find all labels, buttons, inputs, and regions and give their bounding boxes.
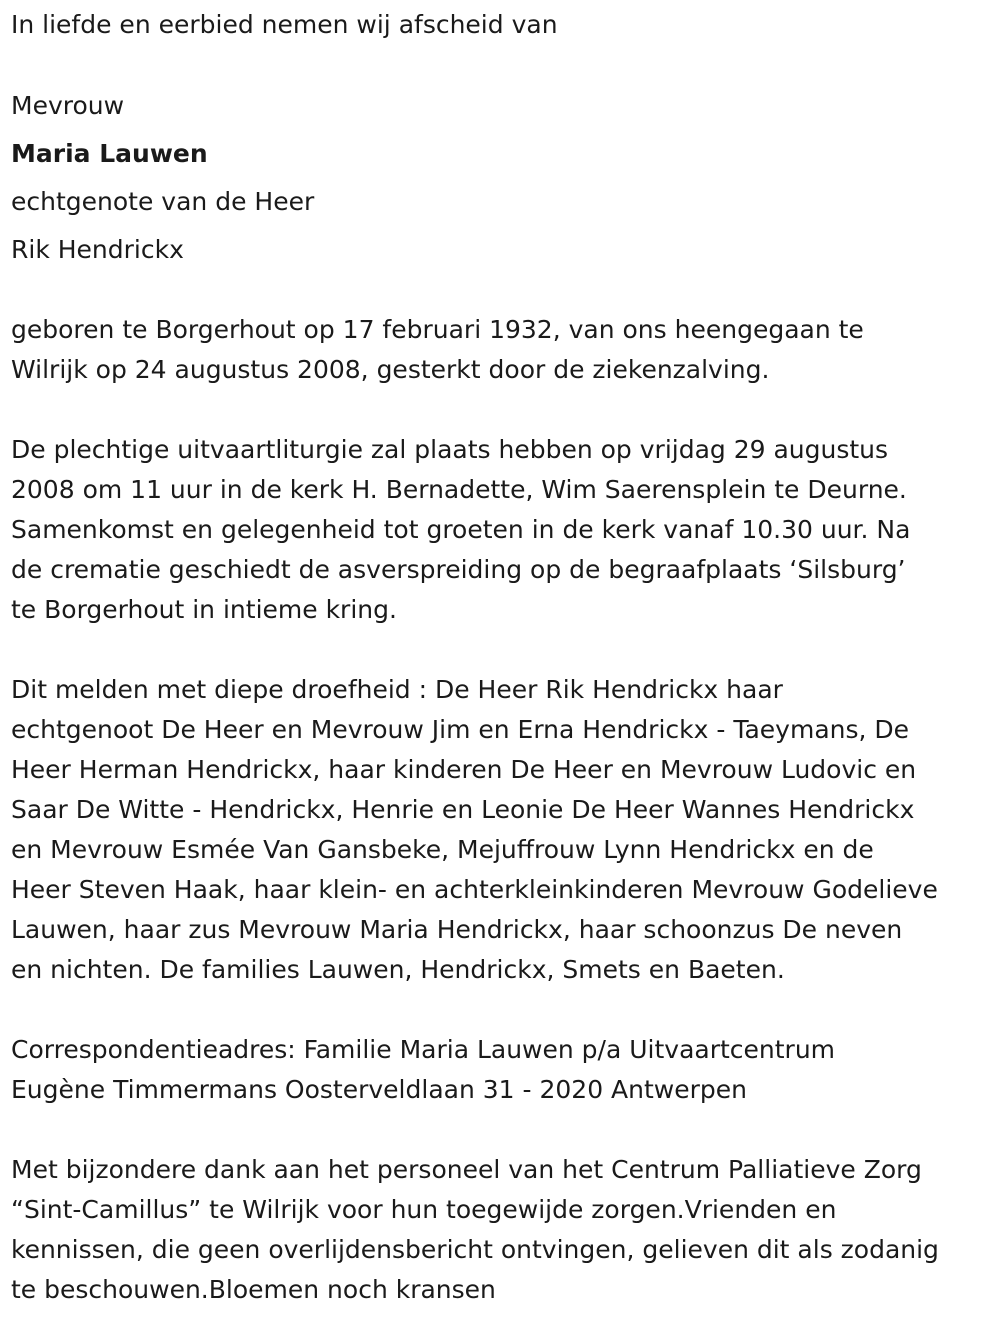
address-paragraph (11, 1030, 835, 1110)
paragraph-line: echtgenoot De Heer en Mevrouw Jim en Erna Hendrickx - Taeymans, De (11, 715, 910, 744)
family-paragraph (11, 670, 938, 990)
paragraph-line: Correspondentieadres: Familie Maria Lauwen p/a Uitvaartcentrum (11, 1035, 836, 1064)
paragraph-line: Heer Steven Haak, haar klein- en achterkleinkinderen Mevrouw Godelieve (11, 875, 938, 904)
deceased-title: Mevrouw (11, 91, 125, 120)
paragraph-line: Met bijzondere dank aan het personeel van het Centrum Palliatieve Zorg (11, 1155, 922, 1184)
spouse-label: echtgenote van de Heer (11, 187, 315, 216)
paragraph-line: geboren te Borgerhout op 17 februari 1932, van ons heengegaan te (11, 315, 864, 344)
paragraph-line: kennissen, die geen overlijdensbericht ontvingen, gelieven dit als zodanig (11, 1235, 939, 1264)
paragraph-line: de crematie geschiedt de asverspreiding op de begraafplaats ‘Silsburg’ (11, 555, 906, 584)
paragraph-line: Eugène Timmermans Oosterveldlaan 31 - 2020 Antwerpen (11, 1075, 747, 1104)
birth-death-paragraph (11, 310, 864, 390)
paragraph-line: en nichten. De families Lauwen, Hendrickx, Smets en Baeten. (11, 955, 785, 984)
intro-text: In liefde en eerbied nemen wij afscheid van (11, 10, 558, 39)
paragraph-line: Wilrijk op 24 augustus 2008, gesterkt door de ziekenzalving. (11, 355, 770, 384)
paragraph-line: Samenkomst en gelegenheid tot groeten in de kerk vanaf 10.30 uur. Na (11, 515, 911, 544)
paragraph-line: te beschouwen.Bloemen noch kransen (11, 1275, 496, 1304)
funeral-paragraph (11, 430, 910, 630)
spouse-name: Rik Hendrickx (11, 235, 184, 264)
paragraph-line: te Borgerhout in intieme kring. (11, 595, 397, 624)
paragraph-line: Saar De Witte - Hendrickx, Henrie en Leonie De Heer Wannes Hendrickx (11, 795, 915, 824)
paragraph-line: Lauwen, haar zus Mevrouw Maria Hendrickx, haar schoonzus De neven (11, 915, 903, 944)
paragraph-line: “Sint-Camillus” te Wilrijk voor hun toegewijde zorgen.Vrienden en (11, 1195, 837, 1224)
paragraph-line: en Mevrouw Esmée Van Gansbeke, Mejuffrouw Lynn Hendrickx en de (11, 835, 874, 864)
paragraph-line: Dit melden met diepe droefheid : De Heer Rik Hendrickx haar (11, 675, 783, 704)
paragraph-line: De plechtige uitvaartliturgie zal plaats hebben op vrijdag 29 augustus (11, 435, 889, 464)
paragraph-line: Heer Herman Hendrickx, haar kinderen De Heer en Mevrouw Ludovic en (11, 755, 917, 784)
deceased-name: Maria Lauwen (11, 139, 208, 168)
paragraph-line: 2008 om 11 uur in de kerk H. Bernadette, Wim Saerensplein te Deurne. (11, 475, 907, 504)
thanks-paragraph (11, 1150, 939, 1310)
